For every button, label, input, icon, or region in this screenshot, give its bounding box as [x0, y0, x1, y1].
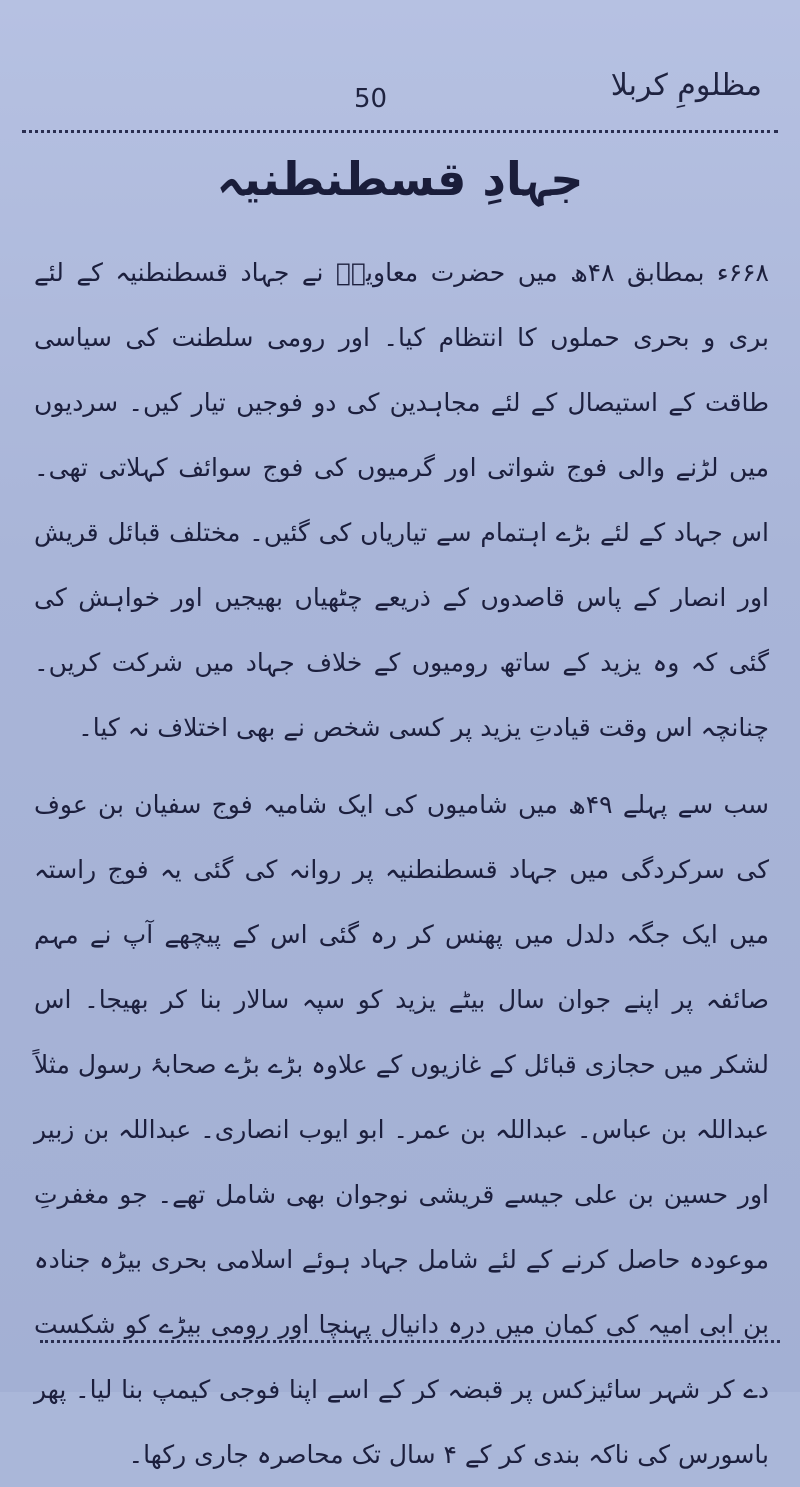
chapter-title: جہادِ قسطنطنیہ	[216, 152, 584, 206]
paragraph-2: سب سے پہلے ۴۹ھ میں شامیوں کی ایک شامیہ فوج سفیان بن عوف کی سرکردگی میں جہاد قسطنطنیہ پر روانہ کی گئی یہ فوج راستہ میں ایک جگہ دلدل میں پھنس کر رہ گئی اس کے پیچھے آپ نے مہم صائفہ پر اپنے جوان سال بیٹے یزید کو سپہ سالار بنا کر بھیجا۔ اس لشکر میں حجازی قبائل کے غازیوں کے علاوہ بڑے بڑے صحابۂ رسول مثلاً عبداللہ بن عباس۔ عبداللہ بن عمر۔ ابو ایوب انصاری۔ عبداللہ بن زبیر اور حسین بن علی جیسے قریشی نوجوان بھی شامل تھے۔ جو مغفرتِ موعودہ حاصل کرنے کے لئے شامل جہاد ہوئے اسلامی بحری بیڑہ جنادہ بن ابی امیہ کی کمان میں درہ دانیال پہنچا اور رومی بیڑے کو شکست دے کر شہر سائیزکس پر قبضہ کر کے اسے اپنا فوجی کیمپ بنا لیا۔ پھر باسورس کی ناکہ بندی کر کے ۴ سال تک محاصرہ جاری رکھا۔	[34, 790, 769, 1469]
body-text	[34, 240, 769, 1487]
header-divider	[22, 130, 778, 133]
page-number: 50	[354, 84, 388, 114]
paragraph-1: ۶۶۸ء بمطابق ۴۸ھ میں حضرت معاویہؓ نے جہاد قسطنطنیہ کے لئے بری و بحری حملوں کا انتظام کیا۔ اور رومی سلطنت کی سیاسی طاقت کے استیصال کے لئے مجاہدین کی دو فوجیں تیار کیں۔ سردیوں میں لڑنے والی فوج شواتی اور گرمیوں کی فوج سوائف کہلاتی تھی۔ اس جہاد کے لئے بڑے اہتمام سے تیاریاں کی گئیں۔ مختلف قبائل قریش اور انصار کے پاس قاصدوں کے ذریعے چٹھیاں بھیجیں اور خواہش کی گئی کہ وہ یزید کے ساتھ رومیوں کے خلاف جہاد میں شرکت کریں۔ چنانچہ اس وقت قیادتِ یزید پر کسی شخص نے بھی اختلاف نہ کیا۔	[34, 258, 769, 742]
running-header-title: مظلومِ کربلا	[610, 68, 762, 103]
footer-divider	[40, 1340, 780, 1343]
